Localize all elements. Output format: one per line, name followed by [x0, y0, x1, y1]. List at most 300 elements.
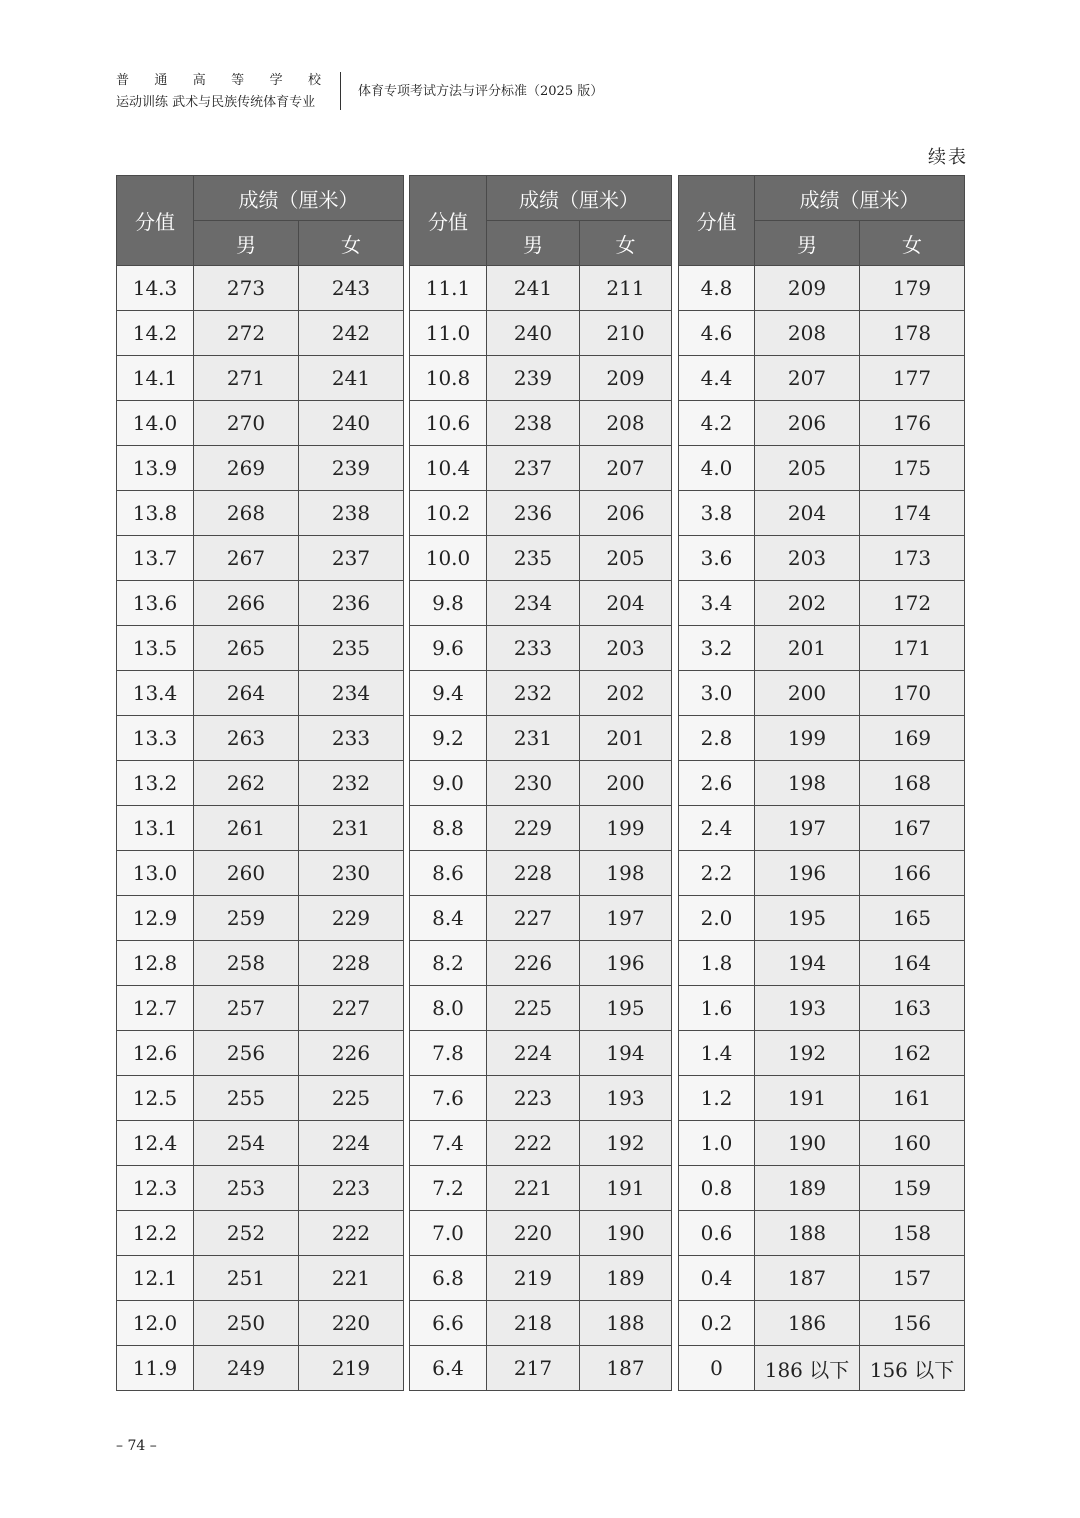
table-row	[679, 1301, 965, 1346]
male-cell: 225	[487, 986, 580, 1031]
table-row	[679, 761, 965, 806]
table-row	[117, 761, 404, 806]
female-cell: 178	[860, 311, 965, 356]
female-cell: 196	[580, 941, 672, 986]
score-cell: 1.8	[679, 941, 755, 986]
female-cell: 179	[860, 266, 965, 311]
male-cell: 240	[487, 311, 580, 356]
female-cell: 161	[860, 1076, 965, 1121]
table-row	[679, 941, 965, 986]
male-cell: 228	[487, 851, 580, 896]
female-cell: 157	[860, 1256, 965, 1301]
header-document-title: 体育专项考试方法与评分标准（2025 版）	[358, 84, 604, 99]
score-cell: 2.6	[679, 761, 755, 806]
header-divider	[340, 72, 341, 110]
score-cell: 7.2	[410, 1166, 487, 1211]
table-row	[410, 1121, 672, 1166]
table-row	[410, 311, 672, 356]
male-cell: 269	[194, 446, 299, 491]
table-row	[410, 356, 672, 401]
female-cell: 197	[580, 896, 672, 941]
score-cell: 12.7	[117, 986, 194, 1031]
male-cell: 196	[755, 851, 860, 896]
table-row	[679, 446, 965, 491]
female-cell: 195	[580, 986, 672, 1031]
table-row	[117, 671, 404, 716]
table-row	[679, 581, 965, 626]
score-cell: 9.0	[410, 761, 487, 806]
table-row	[117, 1256, 404, 1301]
score-cell: 7.4	[410, 1121, 487, 1166]
female-cell: 177	[860, 356, 965, 401]
female-cell: 194	[580, 1031, 672, 1076]
school-name-char: 普	[116, 73, 130, 88]
score-cell: 2.2	[679, 851, 755, 896]
male-cell: 231	[487, 716, 580, 761]
male-cell: 201	[755, 626, 860, 671]
male-cell: 222	[487, 1121, 580, 1166]
female-cell: 166	[860, 851, 965, 896]
score-cell: 2.0	[679, 896, 755, 941]
male-cell: 198	[755, 761, 860, 806]
score-cell: 14.1	[117, 356, 194, 401]
male-cell: 229	[487, 806, 580, 851]
female-cell: 189	[580, 1256, 672, 1301]
table-row	[410, 491, 672, 536]
female-cell: 234	[299, 671, 404, 716]
table-row	[410, 896, 672, 941]
female-cell: 204	[580, 581, 672, 626]
table-row	[117, 446, 404, 491]
female-cell: 191	[580, 1166, 672, 1211]
female-cell: 226	[299, 1031, 404, 1076]
table-row	[410, 1256, 672, 1301]
table-row	[117, 1211, 404, 1256]
female-cell: 220	[299, 1301, 404, 1346]
male-cell: 252	[194, 1211, 299, 1256]
female-cell: 221	[299, 1256, 404, 1301]
male-cell: 263	[194, 716, 299, 761]
male-cell: 186 以下	[755, 1346, 860, 1391]
female-cell: 171	[860, 626, 965, 671]
score-cell: 3.2	[679, 626, 755, 671]
female-cell: 159	[860, 1166, 965, 1211]
male-cell: 261	[194, 806, 299, 851]
score-cell: 9.6	[410, 626, 487, 671]
score-cell: 4.4	[679, 356, 755, 401]
table-row	[117, 401, 404, 446]
male-cell: 260	[194, 851, 299, 896]
score-cell: 8.4	[410, 896, 487, 941]
score-cell: 8.8	[410, 806, 487, 851]
female-cell: 229	[299, 896, 404, 941]
table-row	[117, 806, 404, 851]
female-cell: 239	[299, 446, 404, 491]
table-row	[679, 986, 965, 1031]
score-cell: 12.3	[117, 1166, 194, 1211]
score-cell: 3.8	[679, 491, 755, 536]
table-row	[410, 851, 672, 896]
male-cell: 233	[487, 626, 580, 671]
score-cell: 13.3	[117, 716, 194, 761]
header-score: 分值	[117, 176, 194, 266]
male-cell: 235	[487, 536, 580, 581]
score-cell: 11.9	[117, 1346, 194, 1391]
score-cell: 9.4	[410, 671, 487, 716]
score-cell: 8.6	[410, 851, 487, 896]
score-table-3	[678, 175, 965, 1391]
female-cell: 187	[580, 1346, 672, 1391]
female-cell: 162	[860, 1031, 965, 1076]
female-cell: 207	[580, 446, 672, 491]
score-cell: 3.0	[679, 671, 755, 716]
header-score: 分值	[679, 176, 755, 266]
score-cell: 12.0	[117, 1301, 194, 1346]
score-cell: 7.6	[410, 1076, 487, 1121]
male-cell: 202	[755, 581, 860, 626]
header-male: 男	[194, 221, 299, 266]
female-cell: 230	[299, 851, 404, 896]
score-cell: 0	[679, 1346, 755, 1391]
score-table-2	[409, 175, 672, 1391]
male-cell: 259	[194, 896, 299, 941]
male-cell: 262	[194, 761, 299, 806]
male-cell: 188	[755, 1211, 860, 1256]
table-body	[117, 266, 404, 1391]
male-cell: 267	[194, 536, 299, 581]
table-row	[679, 1346, 965, 1391]
male-cell: 272	[194, 311, 299, 356]
table-row	[679, 311, 965, 356]
table-row	[679, 401, 965, 446]
score-cell: 12.5	[117, 1076, 194, 1121]
table-row	[410, 536, 672, 581]
female-cell: 238	[299, 491, 404, 536]
score-cell: 6.6	[410, 1301, 487, 1346]
table-body	[410, 266, 672, 1391]
table-row	[410, 1211, 672, 1256]
female-cell: 241	[299, 356, 404, 401]
score-cell: 13.6	[117, 581, 194, 626]
score-cell: 13.7	[117, 536, 194, 581]
score-cell: 6.4	[410, 1346, 487, 1391]
table-row	[679, 716, 965, 761]
table-row	[410, 761, 672, 806]
female-cell: 222	[299, 1211, 404, 1256]
score-cell: 9.8	[410, 581, 487, 626]
table-row	[410, 581, 672, 626]
table-row	[117, 986, 404, 1031]
female-cell: 170	[860, 671, 965, 716]
score-cell: 4.0	[679, 446, 755, 491]
male-cell: 236	[487, 491, 580, 536]
table-row	[117, 581, 404, 626]
female-cell: 176	[860, 401, 965, 446]
female-cell: 168	[860, 761, 965, 806]
male-cell: 186	[755, 1301, 860, 1346]
male-cell: 256	[194, 1031, 299, 1076]
score-cell: 13.9	[117, 446, 194, 491]
table-row	[117, 1076, 404, 1121]
male-cell: 241	[487, 266, 580, 311]
female-cell: 237	[299, 536, 404, 581]
female-cell: 211	[580, 266, 672, 311]
score-cell: 9.2	[410, 716, 487, 761]
score-cell: 3.6	[679, 536, 755, 581]
school-name-char: 等	[231, 73, 245, 88]
score-cell: 1.6	[679, 986, 755, 1031]
table-row	[410, 1166, 672, 1211]
header-male: 男	[755, 221, 860, 266]
header-result: 成绩（厘米）	[487, 176, 672, 221]
table-row	[410, 941, 672, 986]
header-result: 成绩（厘米）	[194, 176, 404, 221]
female-cell: 169	[860, 716, 965, 761]
male-cell: 197	[755, 806, 860, 851]
table-row	[410, 401, 672, 446]
score-cell: 13.8	[117, 491, 194, 536]
table-row	[117, 716, 404, 761]
score-cell: 12.2	[117, 1211, 194, 1256]
page-number: – 74 –	[116, 1438, 157, 1454]
female-cell: 235	[299, 626, 404, 671]
female-cell: 190	[580, 1211, 672, 1256]
male-cell: 203	[755, 536, 860, 581]
continued-label: 续表	[928, 147, 968, 168]
score-cell: 13.4	[117, 671, 194, 716]
female-cell: 202	[580, 671, 672, 716]
score-cell: 4.2	[679, 401, 755, 446]
female-cell: 206	[580, 491, 672, 536]
table-row	[410, 716, 672, 761]
table-row	[410, 1031, 672, 1076]
table-row	[679, 266, 965, 311]
table-row	[410, 806, 672, 851]
score-cell: 13.1	[117, 806, 194, 851]
table-row	[679, 536, 965, 581]
female-cell: 242	[299, 311, 404, 356]
score-cell: 8.0	[410, 986, 487, 1031]
female-cell: 199	[580, 806, 672, 851]
male-cell: 219	[487, 1256, 580, 1301]
male-cell: 257	[194, 986, 299, 1031]
male-cell: 273	[194, 266, 299, 311]
female-cell: 225	[299, 1076, 404, 1121]
female-cell: 209	[580, 356, 672, 401]
score-cell: 0.8	[679, 1166, 755, 1211]
score-cell: 3.4	[679, 581, 755, 626]
male-cell: 192	[755, 1031, 860, 1076]
score-cell: 4.8	[679, 266, 755, 311]
table-row	[679, 1166, 965, 1211]
table-row	[117, 311, 404, 356]
table-row	[117, 896, 404, 941]
table-row	[679, 851, 965, 896]
male-cell: 221	[487, 1166, 580, 1211]
header-male: 男	[487, 221, 580, 266]
male-cell: 187	[755, 1256, 860, 1301]
male-cell: 239	[487, 356, 580, 401]
score-cell: 10.0	[410, 536, 487, 581]
female-cell: 172	[860, 581, 965, 626]
table-row	[410, 986, 672, 1031]
male-cell: 207	[755, 356, 860, 401]
score-cell: 12.8	[117, 941, 194, 986]
score-cell: 2.8	[679, 716, 755, 761]
male-cell: 217	[487, 1346, 580, 1391]
score-cell: 11.0	[410, 311, 487, 356]
table-row	[410, 626, 672, 671]
female-cell: 188	[580, 1301, 672, 1346]
female-cell: 174	[860, 491, 965, 536]
score-cell: 8.2	[410, 941, 487, 986]
female-cell: 232	[299, 761, 404, 806]
score-cell: 10.4	[410, 446, 487, 491]
female-cell: 167	[860, 806, 965, 851]
female-cell: 227	[299, 986, 404, 1031]
female-cell: 156 以下	[860, 1346, 965, 1391]
female-cell: 201	[580, 716, 672, 761]
score-cell: 10.6	[410, 401, 487, 446]
male-cell: 238	[487, 401, 580, 446]
table-row	[679, 626, 965, 671]
male-cell: 249	[194, 1346, 299, 1391]
table-row	[679, 1121, 965, 1166]
female-cell: 210	[580, 311, 672, 356]
score-cell: 1.2	[679, 1076, 755, 1121]
score-cell: 13.2	[117, 761, 194, 806]
male-cell: 266	[194, 581, 299, 626]
male-cell: 205	[755, 446, 860, 491]
male-cell: 230	[487, 761, 580, 806]
table-row	[117, 1301, 404, 1346]
score-cell: 10.8	[410, 356, 487, 401]
male-cell: 237	[487, 446, 580, 491]
school-name-char: 高	[192, 73, 206, 88]
score-cell: 7.8	[410, 1031, 487, 1076]
male-cell: 224	[487, 1031, 580, 1076]
female-cell: 156	[860, 1301, 965, 1346]
score-cell: 0.4	[679, 1256, 755, 1301]
header-female: 女	[580, 221, 672, 266]
table-row	[410, 1076, 672, 1121]
male-cell: 218	[487, 1301, 580, 1346]
male-cell: 264	[194, 671, 299, 716]
female-cell: 198	[580, 851, 672, 896]
table-row	[410, 1301, 672, 1346]
table-row	[410, 266, 672, 311]
score-table-1	[116, 175, 404, 1391]
table-row	[679, 1256, 965, 1301]
score-cell: 14.3	[117, 266, 194, 311]
female-cell: 233	[299, 716, 404, 761]
male-cell: 199	[755, 716, 860, 761]
male-cell: 195	[755, 896, 860, 941]
male-cell: 265	[194, 626, 299, 671]
score-cell: 0.2	[679, 1301, 755, 1346]
table-row	[117, 491, 404, 536]
score-cell: 11.1	[410, 266, 487, 311]
female-cell: 208	[580, 401, 672, 446]
male-cell: 270	[194, 401, 299, 446]
table-row	[117, 1121, 404, 1166]
header-major: 运动训练 武术与民族传统体育专业	[116, 95, 316, 110]
male-cell: 193	[755, 986, 860, 1031]
male-cell: 191	[755, 1076, 860, 1121]
male-cell: 206	[755, 401, 860, 446]
table-row	[117, 941, 404, 986]
header-school-block	[116, 70, 326, 114]
female-cell: 160	[860, 1121, 965, 1166]
female-cell: 165	[860, 896, 965, 941]
table-row	[117, 1031, 404, 1076]
table-row	[117, 266, 404, 311]
male-cell: 226	[487, 941, 580, 986]
table-row	[117, 851, 404, 896]
female-cell: 240	[299, 401, 404, 446]
score-cell: 12.4	[117, 1121, 194, 1166]
score-cell: 12.6	[117, 1031, 194, 1076]
score-cell: 0.6	[679, 1211, 755, 1256]
table-row	[410, 1346, 672, 1391]
table-row	[117, 626, 404, 671]
header-result: 成绩（厘米）	[755, 176, 965, 221]
school-name-char: 学	[269, 73, 283, 88]
score-cell: 1.0	[679, 1121, 755, 1166]
male-cell: 200	[755, 671, 860, 716]
female-cell: 231	[299, 806, 404, 851]
male-cell: 251	[194, 1256, 299, 1301]
female-cell: 203	[580, 626, 672, 671]
male-cell: 227	[487, 896, 580, 941]
female-cell: 228	[299, 941, 404, 986]
female-cell: 164	[860, 941, 965, 986]
male-cell: 250	[194, 1301, 299, 1346]
female-cell: 200	[580, 761, 672, 806]
female-cell: 236	[299, 581, 404, 626]
table-row	[679, 671, 965, 716]
table-row	[679, 1031, 965, 1076]
female-cell: 243	[299, 266, 404, 311]
table-row	[117, 536, 404, 581]
score-cell: 12.9	[117, 896, 194, 941]
table-row	[679, 1076, 965, 1121]
male-cell: 189	[755, 1166, 860, 1211]
score-cell: 10.2	[410, 491, 487, 536]
female-cell: 205	[580, 536, 672, 581]
table-body	[679, 266, 965, 1391]
table-row	[679, 806, 965, 851]
table-row	[679, 1211, 965, 1256]
female-cell: 223	[299, 1166, 404, 1211]
male-cell: 204	[755, 491, 860, 536]
female-cell: 175	[860, 446, 965, 491]
female-cell: 219	[299, 1346, 404, 1391]
male-cell: 253	[194, 1166, 299, 1211]
male-cell: 223	[487, 1076, 580, 1121]
male-cell: 271	[194, 356, 299, 401]
table-row	[410, 446, 672, 491]
table-row	[679, 896, 965, 941]
male-cell: 255	[194, 1076, 299, 1121]
male-cell: 220	[487, 1211, 580, 1256]
score-cell: 13.0	[117, 851, 194, 896]
male-cell: 190	[755, 1121, 860, 1166]
female-cell: 193	[580, 1076, 672, 1121]
header-score: 分值	[410, 176, 487, 266]
score-cell: 6.8	[410, 1256, 487, 1301]
table-row	[410, 671, 672, 716]
